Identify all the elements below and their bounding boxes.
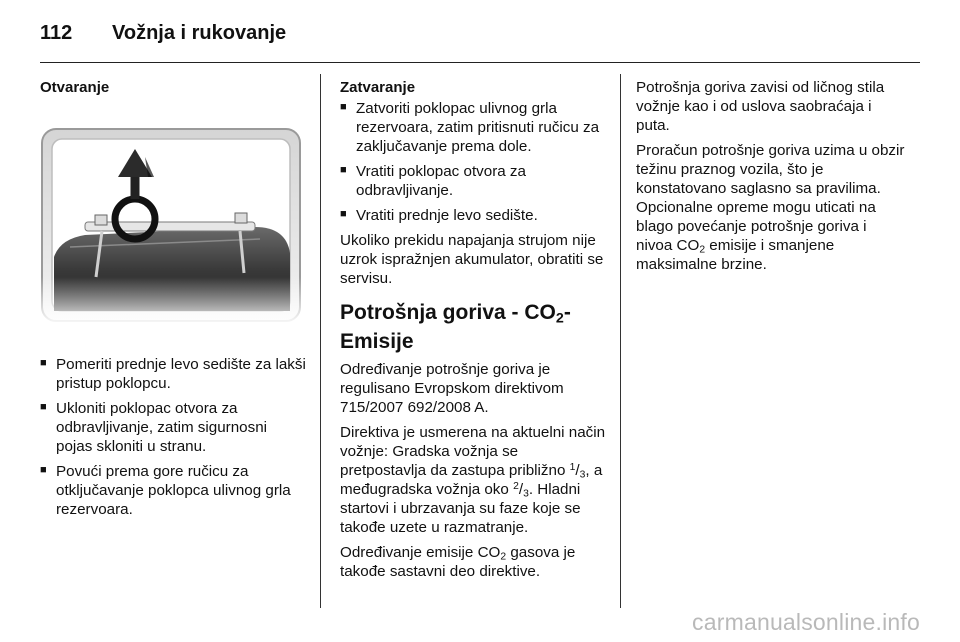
section-title: Vožnja i rukovanje <box>112 22 287 44</box>
closing-steps <box>340 99 608 225</box>
column-right <box>636 78 906 280</box>
fuel-filler-door-illustration <box>40 127 302 327</box>
paragraph: Direktiva je usmerena na aktuelni način vožnje: Gradska vožnja se pretpostavlja da zastupa približno $^1/_3$, a međugradska vožnja oko $^2/_3$. Hladni startovi i ubrzavanja su faze koje se takođe uzete u razmatranje. <box>340 424 606 536</box>
column-divider <box>320 74 321 608</box>
watermark: carmanualsonline.info <box>692 609 920 635</box>
page-header <box>40 22 286 45</box>
section-heading-fuel-consumption: Potrošnja goriva - $CO_2$-Emisije <box>340 301 571 353</box>
column-middle <box>340 78 608 587</box>
paragraph: Proračun potrošnje goriva uzima u obzir težinu praznog vozila, što je konstatovano saglasno sa pravilima. Opcionalne opreme mogu uticati na blago povećanje potrošnje goriva i nivoa $CO_2$ emisije i smanjene maksimalne brzine. <box>636 142 905 273</box>
list-item: ■ Vratiti prednje levo sedište. <box>340 206 608 225</box>
paragraph: Ukoliko prekidu napajanja strujom nije uzrok ispražnjen akumulator, obratiti se servisu. <box>340 232 604 287</box>
paragraph: Određivanje emisije $CO_2$ gasova je takođe sastavni deo direktive. <box>340 544 576 580</box>
list-item: ■ Pomeriti prednje levo sedište za lakši pristup poklopcu. <box>40 355 306 393</box>
list-item: ■ Vratiti poklopac otvora za odbravljivanje. <box>340 162 608 200</box>
page-number: 112 <box>40 22 73 44</box>
subheading-zatvaranje: Zatvaranje <box>340 79 416 96</box>
opening-steps <box>40 355 306 519</box>
paragraph: Potrošnja goriva zavisi od ličnog stila vožnje kao i od uslova saobraćaja i puta. <box>636 79 885 134</box>
list-item: ■ Ukloniti poklopac otvora za odbravljivanje, zatim sigurnosni pojas skloniti u stranu. <box>40 399 306 456</box>
header-rule <box>40 62 920 63</box>
list-item: ■ Zatvoriti poklopac ulivnog grla rezervoara, zatim pritisnuti ručicu za zaključavanje prema dole. <box>340 99 608 156</box>
paragraph: Određivanje potrošnje goriva je regulisano Evropskom direktivom 715/2007 692/2008 A. <box>340 361 564 416</box>
subheading-otvaranje: Otvaranje <box>40 79 110 96</box>
list-item: ■ Povući prema gore ručicu za otključavanje poklopca ulivnog grla rezervoara. <box>40 462 306 519</box>
column-left <box>40 78 306 525</box>
column-divider <box>620 74 621 608</box>
